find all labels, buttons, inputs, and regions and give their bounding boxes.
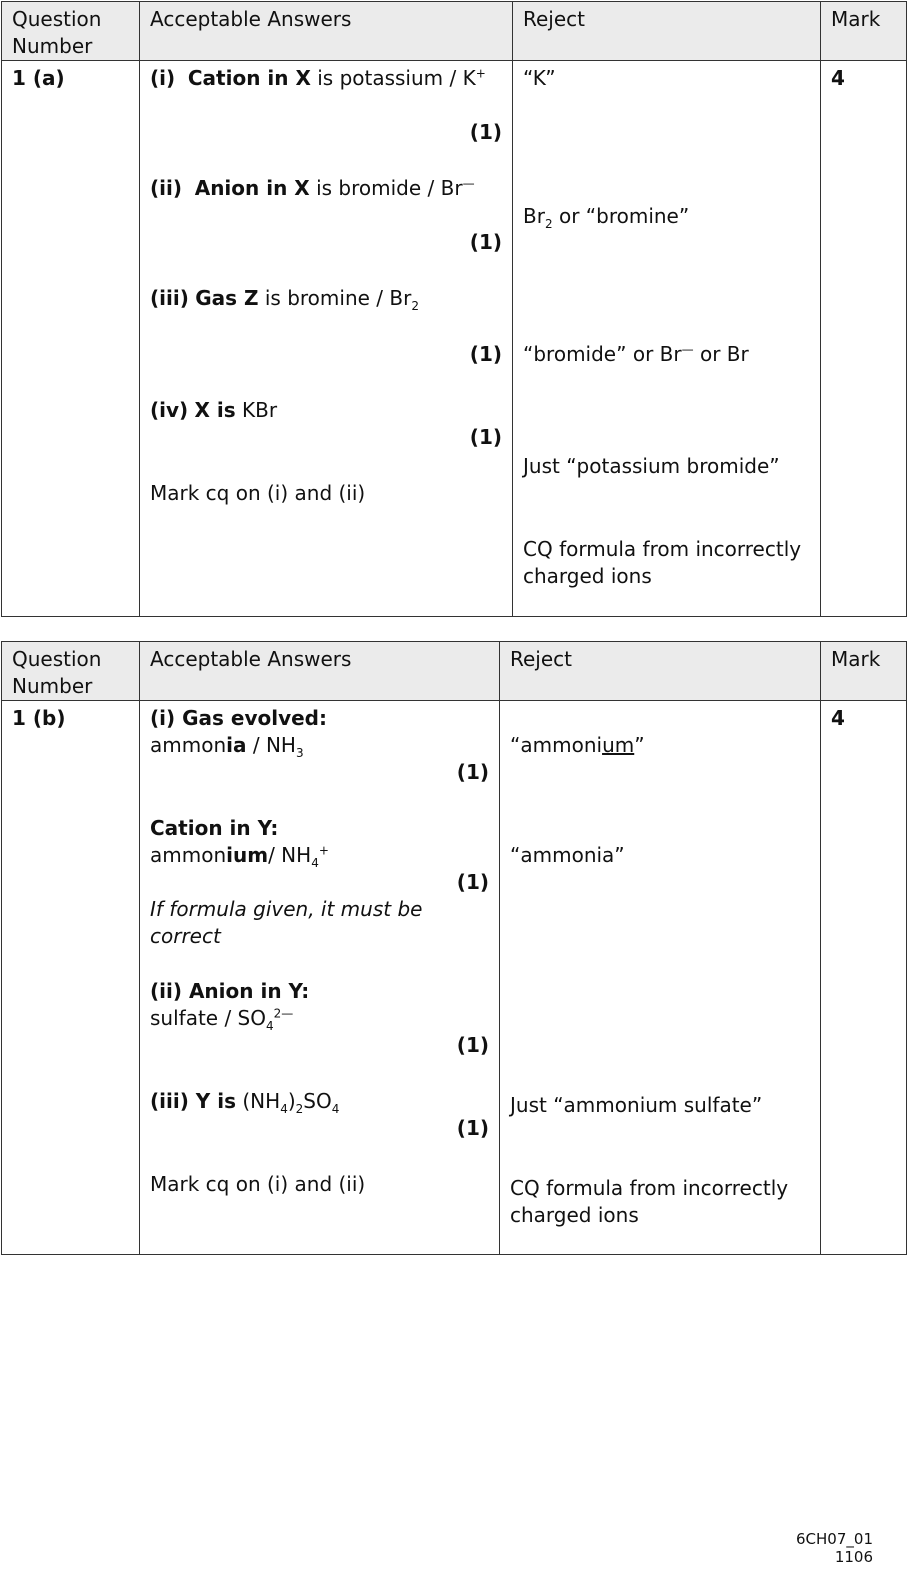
- header-acceptable-answers: Acceptable Answers: [140, 642, 500, 701]
- table-row: [2, 61, 907, 617]
- reject-note: CQ formula from incorrectly charged ions: [523, 537, 802, 588]
- mark-scheme-table-1b: [1, 641, 907, 1255]
- anion-answer: sulfate / $SO_4^{2—}$: [150, 1006, 294, 1033]
- paper-code: 6CH07_01: [796, 1530, 873, 1548]
- header-question-number: Question Number: [2, 2, 140, 61]
- reject-cation: “ammonia”: [510, 843, 625, 867]
- reject-iv: Just “potassium bromide”: [523, 454, 780, 478]
- question-number: 1 (b): [2, 701, 140, 1255]
- reject-iii: Just “ammonium sulfate”: [510, 1093, 763, 1117]
- table-row: [2, 701, 907, 1255]
- question-number: 1 (a): [2, 61, 140, 617]
- mark-value: (1): [456, 760, 489, 784]
- mark-value: (1): [469, 120, 502, 144]
- answer-iv: (iv) X is KBr: [150, 398, 278, 422]
- table-header-row: [2, 642, 907, 701]
- mark-total: 4: [821, 61, 907, 617]
- reject-ii: $Br_2$ or “bromine”: [523, 204, 690, 231]
- reject-note: CQ formula from incorrectly charged ions: [510, 1176, 789, 1227]
- mark-value: (1): [456, 870, 489, 894]
- cation-answer: ammonium/ $NH_4^+$: [150, 843, 329, 870]
- header-acceptable-answers: Acceptable Answers: [140, 2, 513, 61]
- reject-i: “K”: [523, 66, 556, 90]
- cation-heading: Cation in Y:: [150, 816, 279, 840]
- marking-note: Mark cq on (i) and (ii): [150, 1172, 366, 1196]
- header-mark: Mark: [821, 2, 907, 61]
- answer-ii: (ii) Anion in X is bromide / Br—: [150, 176, 475, 200]
- mark-total: 4: [821, 701, 907, 1255]
- mark-value: (1): [469, 230, 502, 254]
- mark-value: (1): [456, 1116, 489, 1140]
- page-footer: [796, 1530, 873, 1566]
- reject-cell: [513, 61, 821, 617]
- header-reject: Reject: [500, 642, 821, 701]
- mark-value: (1): [469, 425, 502, 449]
- formula-note: If formula given, it must be correct: [150, 897, 423, 948]
- reject-iii: “bromide” or Br— or Br: [523, 342, 749, 366]
- table-header-row: [2, 2, 907, 61]
- acceptable-answers-cell: [140, 701, 500, 1255]
- answer-i-heading: (i) Gas evolved:: [150, 706, 327, 730]
- answer-i: ammonia / $NH_3$: [150, 733, 304, 760]
- answer-iii: (iii) Gas Z is bromine / $Br_2$: [150, 286, 419, 313]
- marking-note: Mark cq on (i) and (ii): [150, 481, 366, 505]
- header-question-number: Question Number: [2, 642, 140, 701]
- acceptable-answers-cell: [140, 61, 513, 617]
- mark-value: (1): [469, 342, 502, 366]
- mark-value: (1): [456, 1033, 489, 1057]
- header-mark: Mark: [821, 642, 907, 701]
- mark-scheme-table-1a: [1, 1, 907, 617]
- reject-i: “ammonium”: [510, 733, 645, 757]
- page-number: 1106: [834, 1548, 873, 1566]
- answer-iii: (iii) Y is $(NH_4)_2SO_4$: [150, 1089, 340, 1116]
- header-reject: Reject: [513, 2, 821, 61]
- anion-heading: (ii) Anion in Y:: [150, 979, 310, 1003]
- answer-i: (i) Cation in X is potassium / K+: [150, 66, 486, 90]
- reject-cell: [500, 701, 821, 1255]
